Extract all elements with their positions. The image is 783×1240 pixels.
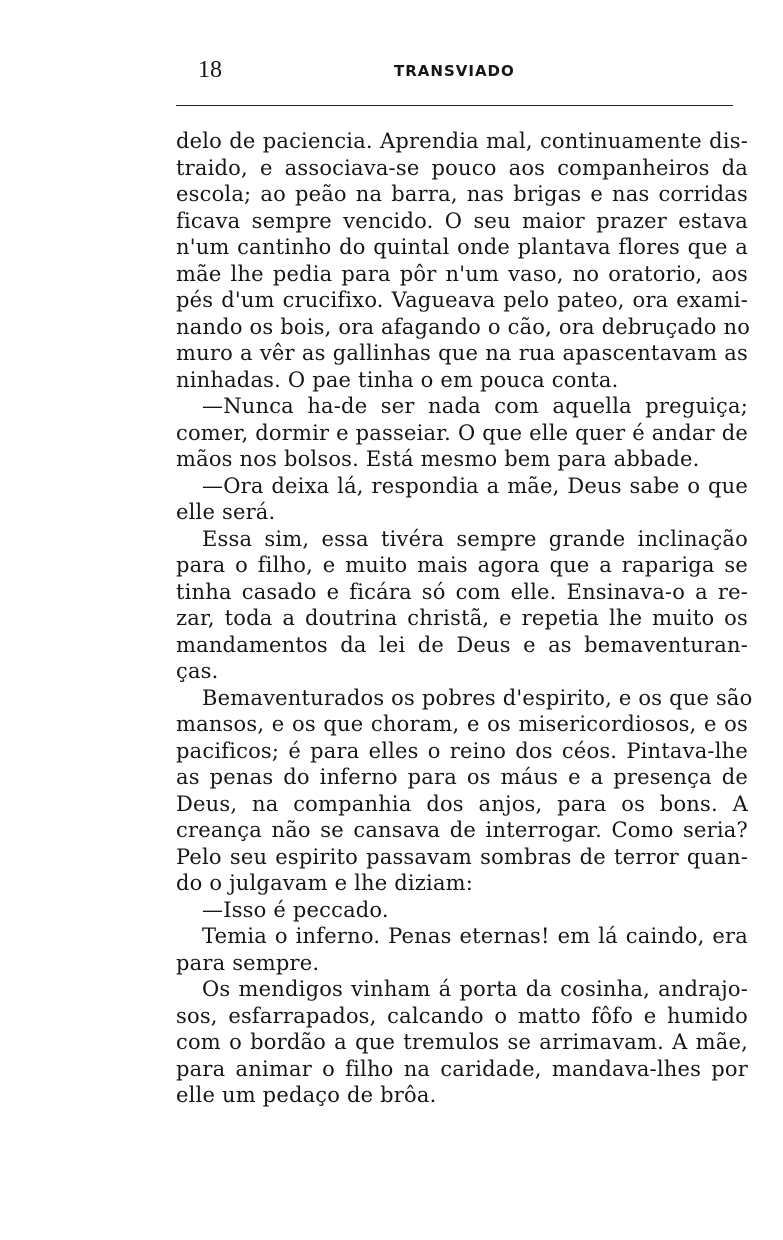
- text-line: elle será.: [176, 500, 276, 524]
- text-line: Temia o inferno. Penas eternas! em lá caindo, era: [202, 924, 748, 948]
- text-line: mansos, e os que choram, e os misericordiosos, e os: [176, 712, 748, 736]
- text-line: —Nunca ha-de ser nada com aquella preguiça;: [202, 394, 748, 418]
- text-line: ças.: [176, 659, 219, 683]
- text-line: mãe lhe pedia para pôr n'um vaso, no oratorio, aos: [176, 261, 748, 286]
- text-line: escola; ao peão na barra, nas brigas e nas corridas: [176, 182, 748, 206]
- text-line: Bemaventurados os pobres d'espirito, e os que são: [202, 685, 753, 710]
- text-line: pacificos; é para elles o reino dos céos. Pintava-lhe: [176, 738, 748, 763]
- text-line: —Ora deixa lá, respondia a mãe, Deus sabe o que: [202, 473, 748, 498]
- page-header: [176, 56, 748, 86]
- text-line: Pelo seu espirito passavam sombras de terror quan-: [176, 844, 748, 869]
- text-line: do o julgavam e lhe diziam:: [176, 871, 474, 895]
- text-line: ninhadas. O pae tinha o em pouca conta.: [176, 367, 619, 392]
- text-line: as penas do inferno para os máus e a presença de: [176, 765, 748, 789]
- page-number: 18: [198, 57, 222, 83]
- text-line: Essa sim, essa tivéra sempre grande inclinação: [202, 526, 748, 551]
- text-line: tinha casado e ficára só com elle. Ensinava-o a re-: [176, 579, 748, 604]
- text-line: —Isso é peccado.: [202, 897, 389, 922]
- text-line: zar, toda a doutrina christã, e repetia lhe muito os: [176, 606, 748, 630]
- text-line: muro a vêr as gallinhas que na rua apascentavam as: [176, 341, 748, 365]
- header-rule: [176, 105, 733, 106]
- text-line: n'um cantinho do quintal onde plantava flores que a: [176, 235, 748, 259]
- running-title: TRANSVIADO: [394, 62, 515, 80]
- text-line: ficava sempre vencido. O seu maior prazer estava: [176, 208, 748, 233]
- text-line: nando os bois, ora afagando o cão, ora debruçado no: [176, 314, 751, 339]
- text-line: elle um pedaço de brôa.: [176, 1083, 437, 1107]
- text-line: traido, e associava-se pouco aos companheiros da: [176, 155, 748, 180]
- text-line: para o filho, e muito mais agora que a rapariga se: [176, 553, 748, 577]
- text-line: Deus, na companhia dos anjos, para os bons. A: [176, 791, 748, 816]
- text-line: para animar o filho na caridade, mandava-lhes por: [176, 1056, 748, 1081]
- text-line: mãos nos bolsos. Está mesmo bem para abbade.: [176, 447, 700, 471]
- text-line: comer, dormir e passeiar. O que elle quer é andar de: [176, 420, 748, 445]
- text-line: com o bordão a que tremulos se arrimavam. A mãe,: [176, 1030, 748, 1054]
- text-line: mandamentos da lei de Deus e as bemaventuran-: [176, 632, 748, 657]
- text-line: Os mendigos vinham á porta da cosinha, andrajo-: [202, 977, 748, 1001]
- body-text: [176, 128, 753, 1109]
- text-line: delo de paciencia. Aprendia mal, continuamente dis-: [176, 129, 748, 153]
- text-line: creança não se cansava de interrogar. Como seria?: [176, 818, 748, 842]
- text-line: sos, esfarrapados, calcando o matto fôfo e humido: [176, 1003, 748, 1028]
- text-line: para sempre.: [176, 950, 320, 975]
- text-line: pés d'um crucifixo. Vagueava pelo pateo, ora exami-: [176, 288, 748, 312]
